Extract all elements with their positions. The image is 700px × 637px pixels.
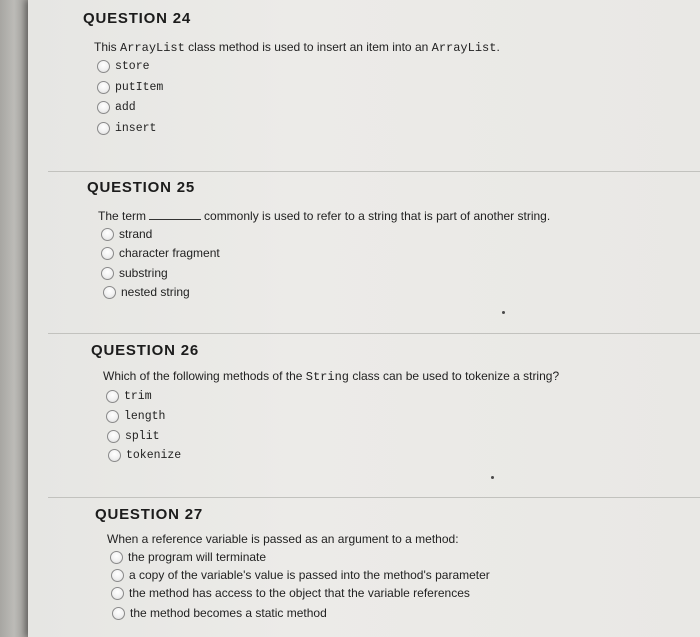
radio-button[interactable] [97,81,110,94]
section-divider [48,333,700,334]
radio-button[interactable] [106,390,119,403]
question-title: QUESTION 25 [87,179,195,196]
question-text: Which of the following methods of the String class can be used to tokenize a string? [103,369,560,384]
radio-button[interactable] [110,551,123,564]
quiz-page [28,0,700,637]
radio-button[interactable] [112,607,125,620]
option-strand[interactable] [101,225,152,243]
option-insert[interactable] [97,119,156,137]
question-text: When a reference variable is passed as an argument to a method: [107,532,459,546]
option-label: a copy of the variable's value is passed into the method's parameter [129,568,490,582]
option-program-terminate[interactable] [110,548,266,566]
question-title: QUESTION 27 [95,506,203,523]
radio-button[interactable] [108,449,121,462]
option-add[interactable] [97,98,136,116]
option-label: insert [115,121,157,135]
screen-left-edge [0,0,28,637]
radio-button[interactable] [107,430,120,443]
dust-speck [502,311,505,314]
radio-button[interactable] [101,267,114,280]
radio-button[interactable] [101,228,114,241]
option-label: character fragment [119,246,220,260]
option-tokenize[interactable] [108,446,181,464]
option-label: length [124,409,166,423]
option-label: store [115,59,150,73]
radio-button[interactable] [97,122,110,135]
option-label: tokenize [126,448,182,462]
option-split[interactable] [107,427,160,445]
option-length[interactable] [106,407,165,425]
radio-button[interactable] [97,60,110,73]
option-access-to-object[interactable] [111,584,470,602]
option-label: trim [124,389,152,403]
option-copy-of-value[interactable] [111,566,490,584]
option-label: the method has access to the object that the variable references [129,586,470,600]
option-label: the method becomes a static method [130,606,327,620]
fill-in-blank [149,218,201,220]
option-putitem[interactable] [97,78,163,96]
option-label: the program will terminate [128,550,267,564]
radio-button[interactable] [111,587,124,600]
radio-button[interactable] [101,247,114,260]
radio-button[interactable] [97,101,110,114]
option-static-method[interactable] [112,604,327,622]
option-nested-string[interactable] [103,283,190,301]
option-store[interactable] [97,57,150,75]
section-divider [48,497,700,498]
radio-button[interactable] [111,569,124,582]
radio-button[interactable] [103,286,116,299]
option-character-fragment[interactable] [101,244,220,262]
option-label: substring [119,266,168,280]
option-substring[interactable] [101,264,168,282]
option-label: nested string [121,285,190,299]
option-label: add [115,100,136,114]
question-text: The term commonly is used to refer to a string that is part of another string. [98,209,551,223]
question-text: This ArrayList class method is used to insert an item into an ArrayList. [94,40,500,55]
question-title: QUESTION 26 [91,342,199,359]
radio-button[interactable] [106,410,119,423]
dust-speck [491,476,494,479]
option-label: split [125,429,160,443]
question-title: QUESTION 24 [83,10,191,27]
option-label: strand [119,227,153,241]
option-label: putItem [115,80,164,94]
option-trim[interactable] [106,387,152,405]
section-divider [48,171,700,172]
